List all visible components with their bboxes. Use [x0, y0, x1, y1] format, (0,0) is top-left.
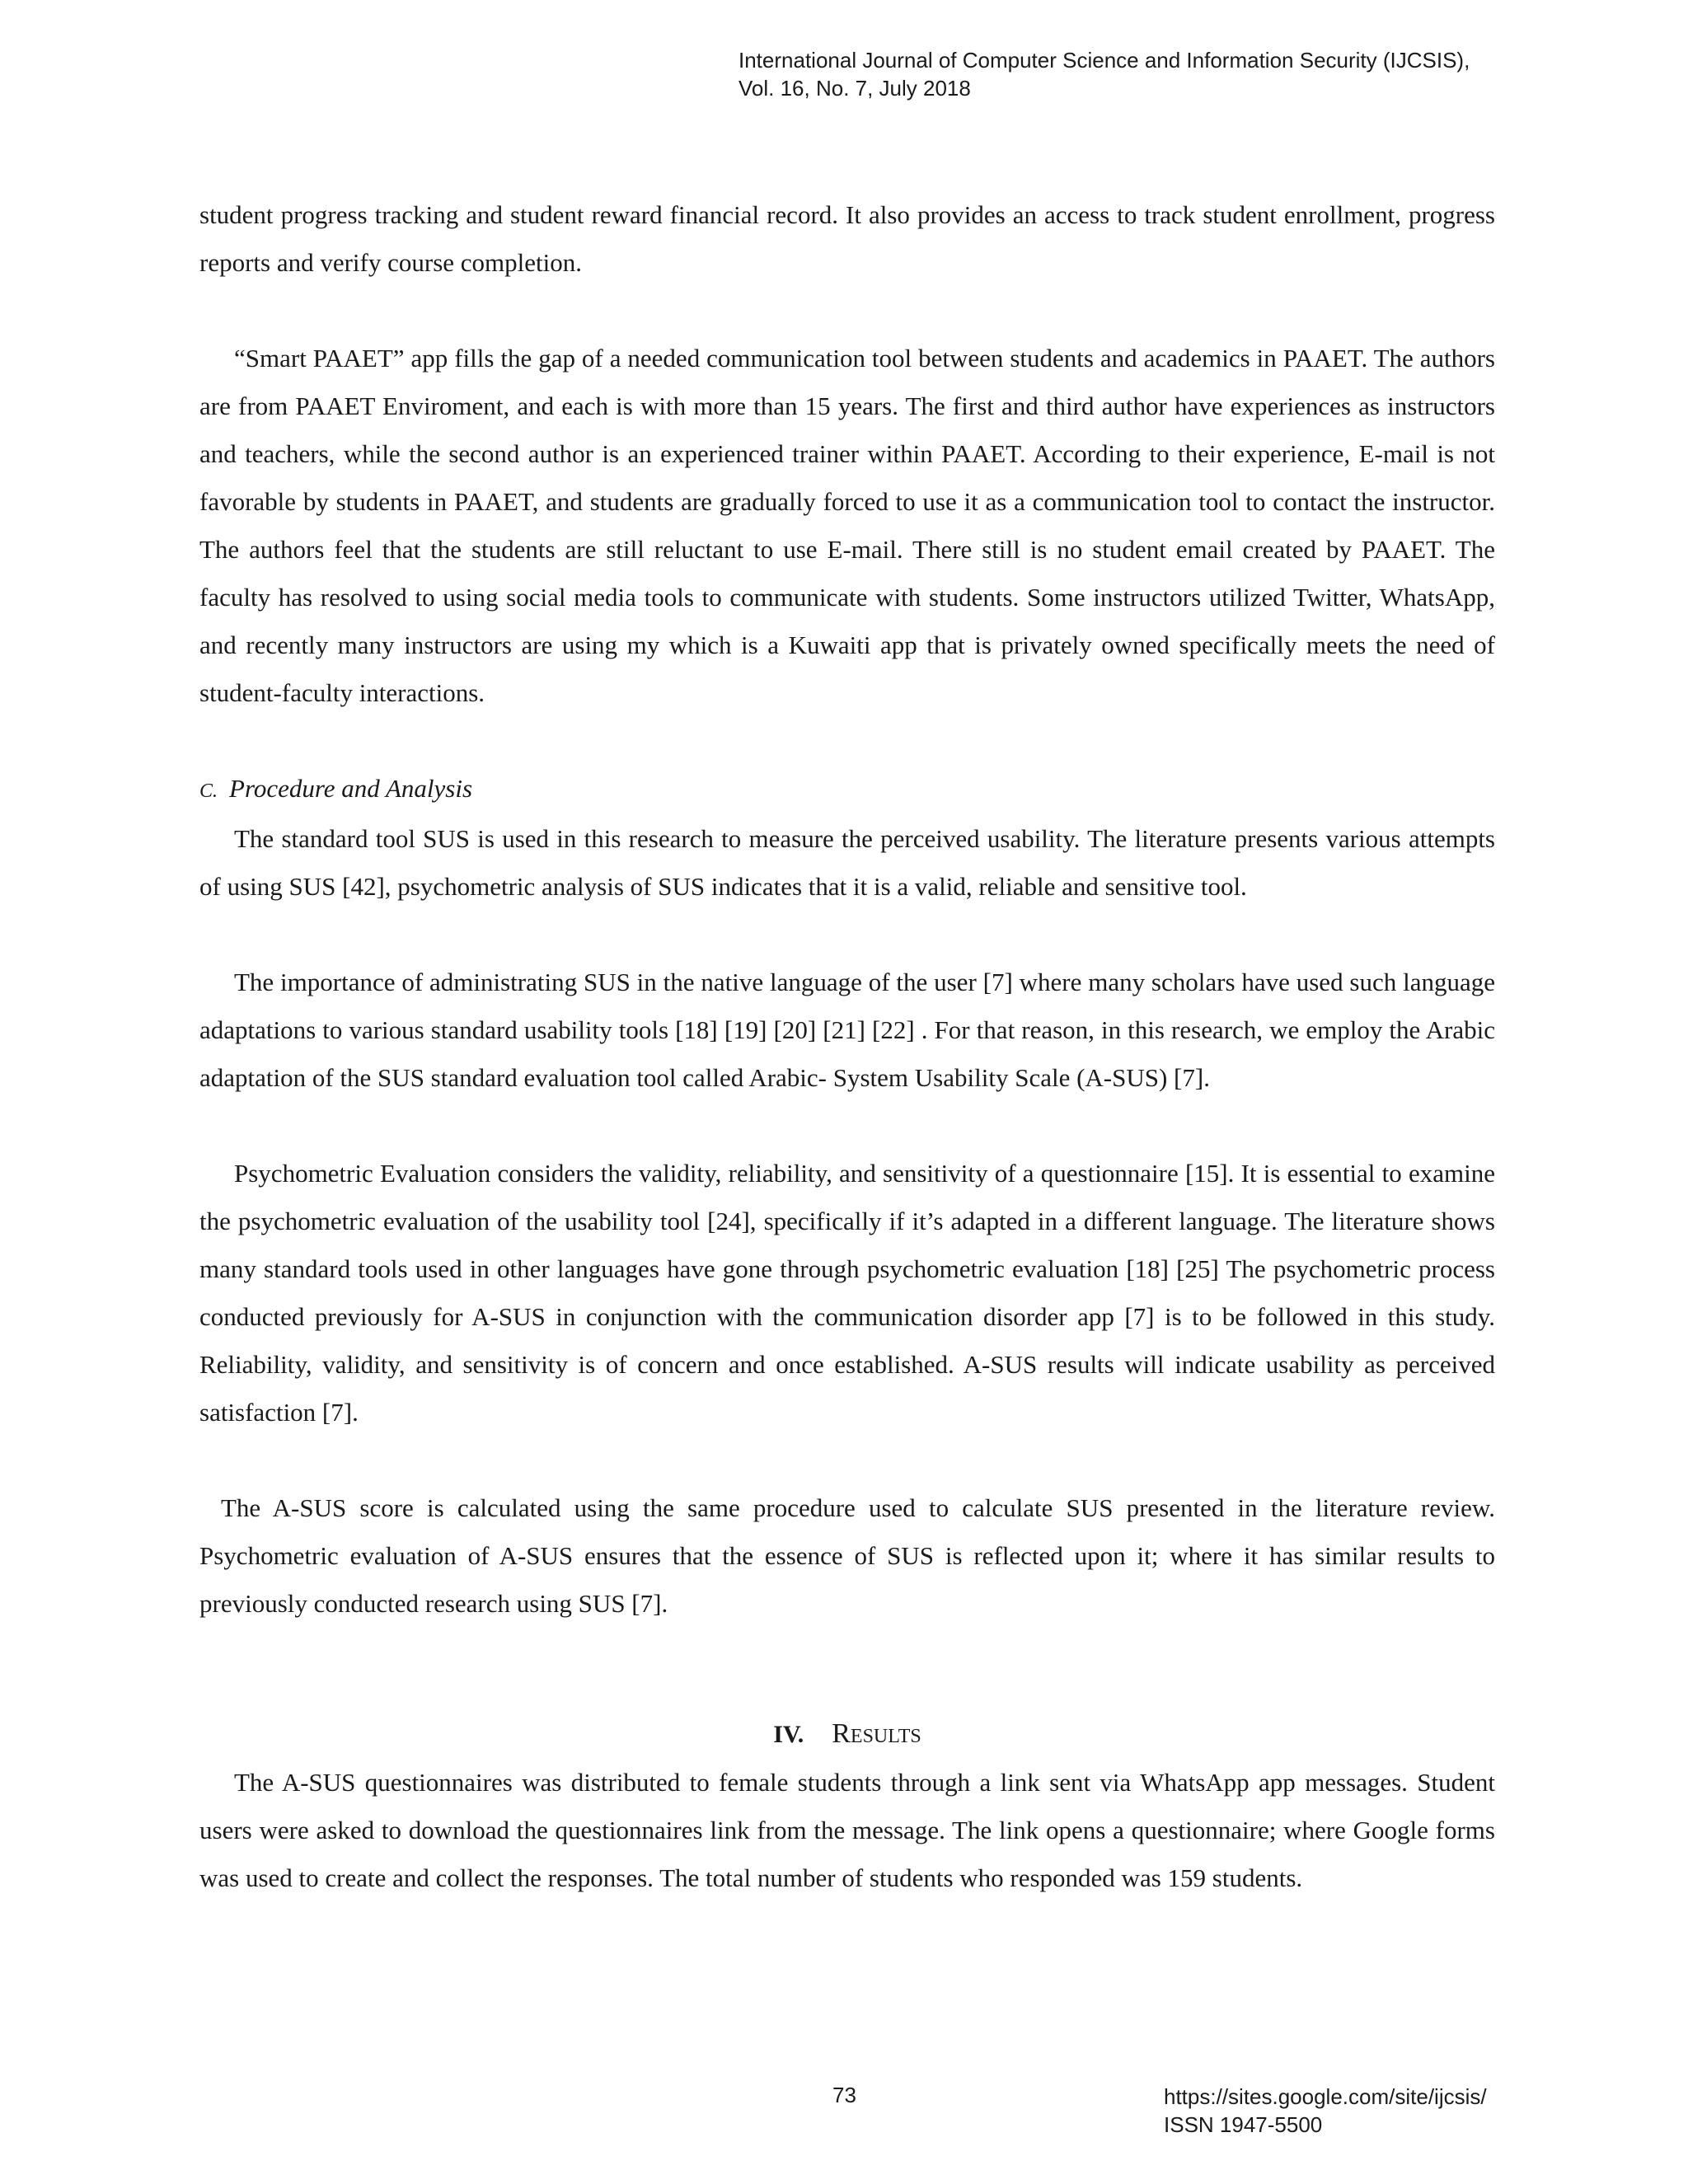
paragraph-continuation: student progress tracking and student reward financial record. It also provides an access to track student enrollment, progress reports and verify course completion. [199, 200, 1495, 277]
paragraph-smart-paaet: “Smart PAAET” app fills the gap of a needed communication tool between students and academics in PAAET. The authors are from PAAET Enviroment, and each is with more than 15 years. The first and third author have experiences as instructors and teachers, while the second author is an experienced trainer within PAAET. According to their experience, E-mail is not favorable by students in PAAET, and students are gradually forced to use it as a communication tool to contact the instructor. The authors feel that the students are still reluctant to use E-mail. There still is no student email created by PAAET. The faculty has resolved to using social media tools to communicate with students. Some instructors utilized Twitter, WhatsApp, and recently many instructors are using my which is a Kuwaiti app that is privately owned specifically meets the need of student-faculty interactions. [199, 344, 1495, 707]
page-body [199, 191, 1495, 1902]
paragraph-results: The A-SUS questionnaires was distributed to female students through a link sent via WhatsApp app messages. Student users were asked to download the questionnaires link from the message. The link opens a questionnaire; where Google forms was used to create and collect the responses. The total number of students who responded was 159 students. [199, 1768, 1495, 1892]
footer-issn: ISSN 1947-5500 [1164, 2112, 1323, 2137]
footer-info [1164, 2083, 1487, 2139]
journal-volume-line: Vol. 16, No. 7, July 2018 [738, 76, 971, 101]
subsection-title: Procedure and Analysis [229, 774, 473, 803]
paragraph-gap [199, 287, 1495, 335]
subsection-heading [199, 765, 1495, 815]
journal-title-line: International Journal of Computer Science and Information Security (IJCSIS), [738, 48, 1470, 73]
paragraph-psychometric: Psychometric Evaluation considers the validity, reliability, and sensitivity of a questionnaire [15]. It is essential to examine the psychometric evaluation of the usability tool [24], specifically if it’s adapted in a different language. The literature shows many standard tools used in other languages have gone through psychometric evaluation [18] [25] The psychometric process conducted previously for A-SUS in conjunction with the communication disorder app [7] is to be followed in this study. Reliability, validity, and sensitivity is of concern and once established. A-SUS results will indicate usability as perceived satisfaction [7]. [199, 1159, 1495, 1427]
page-number: 73 [832, 2083, 856, 2107]
paragraph-asus-score: The A-SUS score is calculated using the same procedure used to calculate SUS presented in the literature review. Psychometric evaluation of A-SUS ensures that the essence of SUS is reflected upon it; where it has similar results to previously conducted research using SUS [7]. [199, 1493, 1495, 1618]
footer-url: https://sites.google.com/site/ijcsis/ [1164, 2084, 1487, 2109]
section-heading [199, 1710, 1495, 1759]
subsection-letter: C. [199, 780, 218, 802]
paragraph-gap [199, 1628, 1495, 1675]
journal-header [738, 46, 1470, 102]
paragraph-gap [199, 1436, 1495, 1484]
paragraph-gap [199, 911, 1495, 958]
paragraph-gap [199, 1102, 1495, 1150]
paragraph-gap [199, 717, 1495, 765]
paragraph-gap [199, 1675, 1495, 1710]
paragraph-native-language: The importance of administrating SUS in the native language of the user [7] where many scholars have used such language adaptations to various standard usability tools [18] [19] [20] [21] [22] . For that reason, in this research, we employ the Arabic adaptation of the SUS standard evaluation tool called Arabic- System Usability Scale (A-SUS) [7]. [199, 968, 1495, 1092]
section-title: Results [832, 1718, 921, 1749]
paragraph-standard-tool: The standard tool SUS is used in this research to measure the perceived usability. The literature presents various attempts of using SUS [42], psychometric analysis of SUS indicates that it is a valid, reliable and sensitive tool. [199, 824, 1495, 901]
section-number: IV. [773, 1721, 804, 1748]
